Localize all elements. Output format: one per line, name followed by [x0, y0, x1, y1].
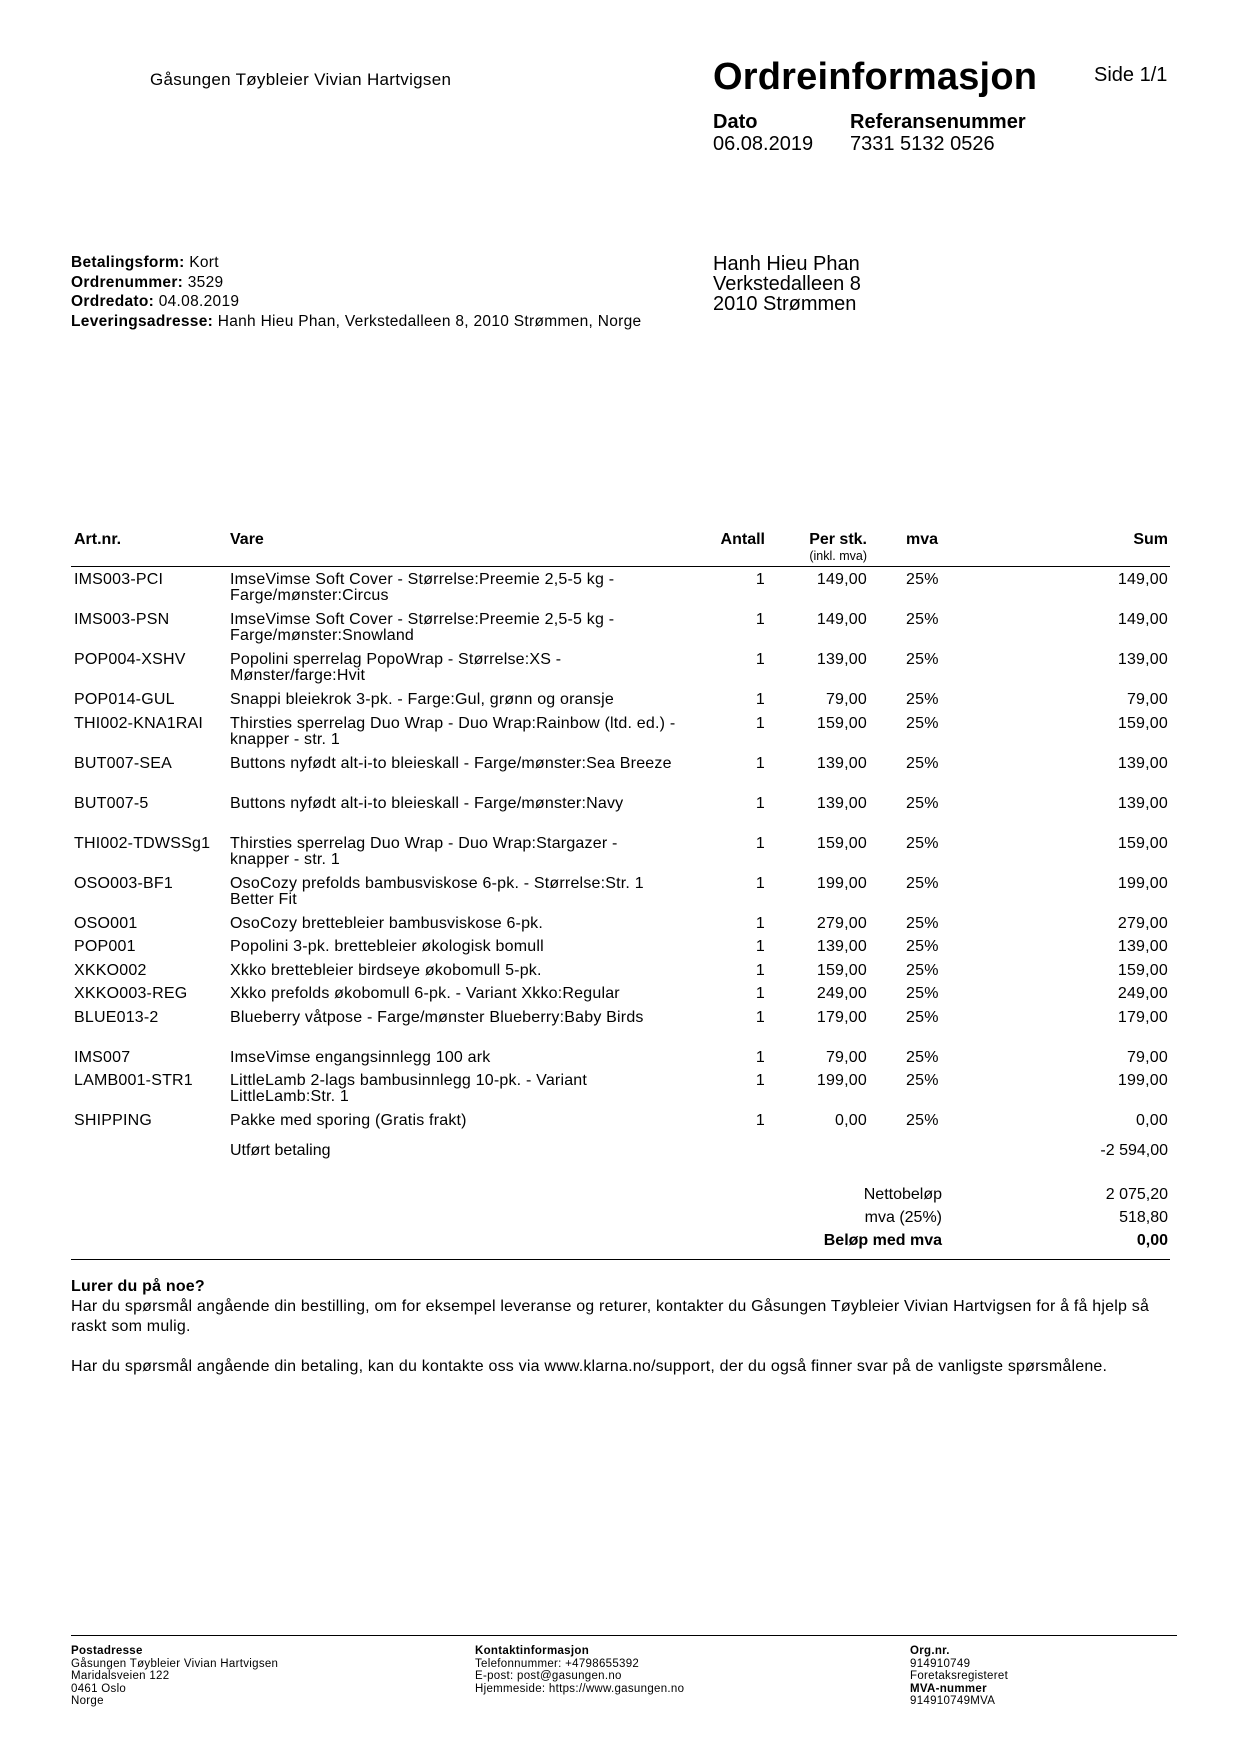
cell-product: Pakke med sporing (Gratis frakt) — [230, 1112, 467, 1129]
document-title: Ordreinformasjon — [713, 56, 1038, 98]
cell-vat: 25% — [906, 571, 939, 588]
postal-line: 0461 Oslo — [71, 1682, 127, 1695]
cell-art-nr: POP004-XSHV — [74, 651, 186, 668]
contact-line: Hjemmeside: https://www.gasungen.no — [475, 1682, 685, 1695]
cell-product: OsoCozy brettebleier bambusviskose 6-pk. — [230, 914, 544, 932]
cell-quantity: 1 — [755, 714, 765, 732]
cell-unit-price: 249,00 — [816, 985, 867, 1002]
cell-sum: 249,00 — [1117, 985, 1168, 1002]
cell-vat: 25% — [906, 1048, 939, 1066]
cell-vat: 25% — [906, 714, 939, 732]
cell-art-nr: LAMB001-STR1 — [74, 1072, 193, 1089]
cell-quantity: 1 — [755, 1048, 765, 1066]
company-name: Gåsungen Tøybleier Vivian Hartvigsen — [150, 70, 452, 89]
cell-product: Blueberry våtpose - Farge/mønster Blueberry:Baby Birds — [230, 1008, 644, 1026]
cell-unit-price: 0,00 — [835, 1112, 867, 1129]
org-register: Foretaksregisteret — [910, 1670, 1009, 1682]
cell-quantity: 1 — [755, 834, 765, 852]
cell-sum: 139,00 — [1117, 754, 1168, 772]
cell-unit-price: 149,00 — [816, 571, 867, 588]
reference-label: Referansenummer — [850, 111, 1026, 133]
cell-art-nr: SHIPPING — [74, 1112, 153, 1129]
cell-quantity: 1 — [755, 914, 765, 932]
cell-sum: 79,00 — [1126, 1048, 1168, 1066]
recipient-address — [713, 254, 861, 314]
payment-value: -2 594,00 — [1100, 1142, 1168, 1159]
cell-vat: 25% — [906, 651, 939, 668]
cell-art-nr: POP014-GUL — [74, 691, 175, 708]
vat-number: 914910749MVA — [910, 1695, 996, 1707]
cell-quantity: 1 — [755, 1072, 765, 1089]
cell-product: Thirsties sperrelag Duo Wrap - Duo Wrap:Stargazer - knapper - str. 1 — [230, 834, 618, 868]
postal-heading: Postadresse — [71, 1645, 143, 1657]
cell-product: ImseVimse Soft Cover - Størrelse:Preemie 2,5-5 kg - Farge/mønster:Snowland — [230, 611, 615, 644]
delivery-address-label: Leveringsadresse: — [71, 312, 214, 330]
cell-sum: 139,00 — [1117, 938, 1168, 955]
cell-vat: 25% — [906, 834, 939, 852]
col-header-mva: mva — [906, 531, 939, 548]
cell-vat: 25% — [906, 1008, 939, 1026]
cell-unit-price: 79,00 — [825, 1048, 867, 1066]
help-section — [71, 1277, 1181, 1377]
help-paragraph-order: Har du spørsmål angående din bestilling, om for eksempel leveranse og returer, kontakter du Gåsungen Tøybleier Vivian Hartvigsen for å få hjelp så raskt som mulig. — [71, 1298, 1150, 1335]
cell-sum: 159,00 — [1117, 961, 1168, 979]
col-header-antall: Antall — [720, 531, 765, 548]
total-value: 0,00 — [1136, 1232, 1168, 1249]
help-paragraph-payment: Har du spørsmål angående din betaling, kan du kontakte oss via www.klarna.no/support, der du også finner svar på de vanligste spørsmålene. — [71, 1358, 1108, 1375]
cell-unit-price: 139,00 — [816, 794, 867, 812]
cell-sum: 79,00 — [1126, 691, 1168, 708]
cell-sum: 179,00 — [1117, 1008, 1168, 1026]
cell-art-nr: THI002-TDWSSg1 — [74, 834, 211, 852]
payment-method-label: Betalingsform: — [71, 254, 185, 271]
cell-quantity: 1 — [755, 611, 765, 628]
cell-quantity: 1 — [755, 691, 765, 708]
order-number-label: Ordrenummer: — [71, 273, 184, 291]
table-bottom-rule — [71, 1259, 1170, 1260]
table-top-rule — [71, 566, 1170, 567]
cell-sum: 139,00 — [1117, 794, 1168, 812]
cell-sum: 159,00 — [1117, 834, 1168, 852]
recipient-street: Verkstedalleen 8 — [713, 273, 861, 295]
org-number: 914910749 — [910, 1657, 971, 1670]
cell-unit-price: 139,00 — [816, 754, 867, 772]
postal-line: Maridalsveien 122 — [71, 1670, 170, 1682]
cell-product: ImseVimse engangsinnlegg 100 ark — [230, 1048, 491, 1066]
cell-vat: 25% — [906, 961, 939, 979]
cell-unit-price: 279,00 — [816, 914, 867, 932]
cell-art-nr: OSO003-BF1 — [74, 874, 173, 892]
reference-value: 7331 5132 0526 — [850, 133, 995, 155]
cell-product: Popolini 3-pk. brettebleier økologisk bomull — [230, 938, 544, 955]
footer-postal — [71, 1645, 278, 1708]
cell-quantity: 1 — [755, 571, 765, 588]
cell-art-nr: OSO001 — [74, 914, 138, 932]
cell-unit-price: 139,00 — [816, 651, 867, 668]
contact-line: Telefonnummer: +4798655392 — [475, 1657, 640, 1670]
cell-art-nr: XKKO002 — [74, 961, 147, 979]
cell-quantity: 1 — [755, 754, 765, 772]
cell-vat: 25% — [906, 1072, 939, 1089]
vat-value: 518,80 — [1119, 1209, 1168, 1226]
cell-unit-price: 159,00 — [816, 834, 867, 852]
cell-sum: 159,00 — [1117, 714, 1168, 732]
cell-product: Buttons nyfødt alt-i-to bleieskall - Farge/mønster:Navy — [230, 794, 624, 812]
net-amount-value: 2 075,20 — [1105, 1186, 1168, 1203]
cell-product: Buttons nyfødt alt-i-to bleieskall - Farge/mønster:Sea Breeze — [230, 754, 672, 772]
cell-sum: 149,00 — [1117, 571, 1168, 588]
cell-unit-price: 199,00 — [816, 1072, 867, 1089]
cell-unit-price: 159,00 — [816, 961, 867, 979]
cell-unit-price: 139,00 — [816, 938, 867, 955]
cell-quantity: 1 — [755, 985, 765, 1002]
cell-vat: 25% — [906, 874, 939, 892]
cell-sum: 139,00 — [1117, 651, 1168, 668]
net-amount-label: Nettobeløp — [863, 1186, 942, 1203]
col-header-per-sub: (inkl. mva) — [809, 549, 867, 563]
cell-product: Popolini sperrelag PopoWrap - Størrelse:XS - Mønster/farge:Hvit — [230, 651, 562, 684]
cell-sum: 0,00 — [1136, 1112, 1168, 1129]
cell-vat: 25% — [906, 938, 939, 955]
cell-quantity: 1 — [755, 651, 765, 668]
cell-art-nr: POP001 — [74, 938, 136, 955]
cell-product: Xkko prefolds økobomull 6-pk. - Variant Xkko:Regular — [230, 985, 620, 1002]
footer-rule — [71, 1635, 1177, 1636]
cell-product: Snappi bleiekrok 3-pk. - Farge:Gul, grønn og oransje — [230, 691, 614, 708]
vat-number-heading: MVA-nummer — [910, 1682, 987, 1695]
payment-label: Utført betaling — [230, 1142, 331, 1159]
page-number: Side 1/1 — [1094, 64, 1168, 86]
date-value: 06.08.2019 — [713, 133, 814, 155]
col-header-vare: Vare — [230, 531, 264, 548]
order-date-label: Ordredato: — [71, 293, 155, 310]
cell-vat: 25% — [906, 914, 939, 932]
cell-product: Thirsties sperrelag Duo Wrap - Duo Wrap:Rainbow (ltd. ed.) - knapper - str. 1 — [230, 714, 676, 748]
order-date-value: 04.08.2019 — [158, 293, 240, 310]
cell-product: OsoCozy prefolds bambusviskose 6-pk. - Størrelse:Str. 1 Better Fit — [230, 874, 644, 908]
footer-contact — [475, 1645, 684, 1695]
col-header-sum: Sum — [1133, 531, 1168, 548]
cell-quantity: 1 — [755, 961, 765, 979]
total-label: Beløp med mva — [823, 1232, 942, 1249]
footer-org — [910, 1645, 1008, 1708]
postal-line: Gåsungen Tøybleier Vivian Hartvigsen — [71, 1657, 279, 1670]
cell-art-nr: BLUE013-2 — [74, 1008, 159, 1026]
cell-sum: 199,00 — [1117, 1072, 1168, 1089]
cell-product: ImseVimse Soft Cover - Størrelse:Preemie 2,5-5 kg - Farge/mønster:Circus — [230, 571, 615, 604]
postal-line: Norge — [71, 1695, 104, 1707]
cell-quantity: 1 — [755, 1112, 765, 1129]
org-heading: Org.nr. — [910, 1645, 950, 1657]
cell-art-nr: IMS007 — [74, 1048, 131, 1066]
recipient-city: 2010 Strømmen — [713, 293, 857, 315]
recipient-name: Hanh Hieu Phan — [713, 253, 860, 275]
cell-art-nr: THI002-KNA1RAI — [74, 714, 204, 732]
cell-unit-price: 159,00 — [816, 714, 867, 732]
contact-line: E-post: post@gasungen.no — [475, 1670, 622, 1682]
cell-art-nr: IMS003-PSN — [74, 611, 170, 628]
cell-unit-price: 79,00 — [825, 691, 867, 708]
col-header-art: Art.nr. — [74, 531, 122, 548]
cell-vat: 25% — [906, 754, 939, 772]
cell-art-nr: BUT007-SEA — [74, 754, 173, 772]
cell-unit-price: 149,00 — [816, 611, 867, 628]
vat-label: mva (25%) — [864, 1209, 942, 1226]
cell-quantity: 1 — [755, 938, 765, 955]
date-label: Dato — [713, 111, 758, 133]
cell-vat: 25% — [906, 691, 939, 708]
cell-unit-price: 179,00 — [816, 1008, 867, 1026]
cell-vat: 25% — [906, 985, 939, 1002]
cell-art-nr: BUT007-5 — [74, 794, 149, 812]
payment-method-value: Kort — [189, 254, 219, 271]
col-header-per: Per stk. — [809, 531, 867, 548]
cell-sum: 149,00 — [1117, 611, 1168, 628]
cell-vat: 25% — [906, 611, 939, 628]
contact-heading: Kontaktinformasjon — [475, 1645, 590, 1657]
order-details — [71, 253, 671, 331]
cell-art-nr: IMS003-PCI — [74, 571, 164, 588]
cell-vat: 25% — [906, 1112, 939, 1129]
cell-quantity: 1 — [755, 1008, 765, 1026]
help-heading: Lurer du på noe? — [71, 1278, 205, 1295]
cell-quantity: 1 — [755, 794, 765, 812]
delivery-address-value: Hanh Hieu Phan, Verkstedalleen 8, 2010 Strømmen, Norge — [217, 312, 642, 330]
cell-sum: 199,00 — [1117, 874, 1168, 892]
order-number-value: 3529 — [187, 273, 224, 291]
cell-vat: 25% — [906, 794, 939, 812]
cell-unit-price: 199,00 — [816, 874, 867, 892]
cell-sum: 279,00 — [1117, 914, 1168, 932]
cell-art-nr: XKKO003-REG — [74, 985, 188, 1002]
cell-quantity: 1 — [755, 874, 765, 892]
cell-product: LittleLamb 2-lags bambusinnlegg 10-pk. - Variant LittleLamb:Str. 1 — [230, 1072, 588, 1105]
cell-product: Xkko brettebleier birdseye økobomull 5-pk. — [230, 961, 542, 979]
